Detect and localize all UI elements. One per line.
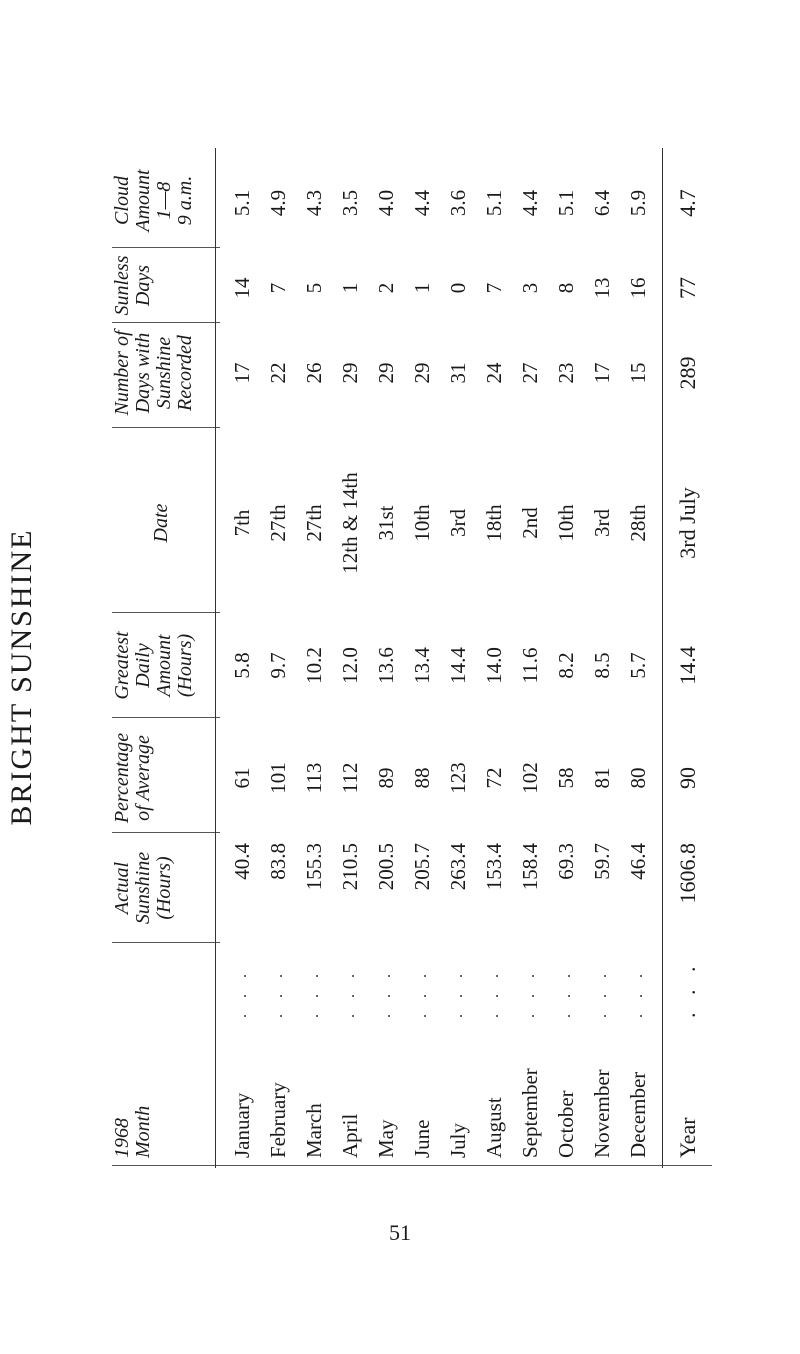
month-cell: June (410, 1119, 434, 1158)
leader-dots: . . . (269, 968, 286, 1018)
percent-cell: 123 (446, 762, 470, 794)
column-rule (112, 612, 220, 613)
sunless-cell: 13 (590, 277, 614, 299)
table-row (368, 148, 404, 1168)
table-row (404, 148, 440, 1168)
header-sunless (112, 248, 210, 323)
greatest-cell: 14.4 (446, 647, 470, 684)
table-row (332, 148, 368, 1168)
cloud-cell: 4.9 (266, 189, 290, 217)
total-rule (662, 148, 663, 1168)
leader-dots: . . . (341, 968, 358, 1018)
sunless-cell: 16 (626, 277, 650, 299)
leader-dots: . . . (485, 968, 502, 1018)
page-title: BRIGHT SUNSHINE (5, 528, 38, 826)
sunless-cell: 7 (266, 282, 290, 294)
header-cloud-line4: 9 a.m. (174, 175, 196, 226)
sunshine-table (112, 148, 712, 1168)
days-with-cell: 23 (554, 362, 578, 384)
header-actual-line3: (Hours) (153, 856, 175, 920)
header-days-with (112, 323, 210, 423)
cloud-cell: 4.3 (302, 189, 326, 217)
leader-dots: . . . (593, 968, 610, 1018)
table-row (224, 148, 260, 1168)
month-cell: April (338, 1113, 362, 1158)
greatest-cell: 11.6 (518, 647, 542, 684)
header-month-line1: 1968 (111, 1118, 133, 1158)
header-sunless-line1: Sunless (111, 255, 133, 316)
actual-cell: 200.5 (374, 843, 398, 891)
header-cloud (112, 158, 210, 243)
cloud-cell: 5.9 (626, 189, 650, 217)
sunless-cell: 14 (230, 277, 254, 299)
date-cell: 3rd (590, 509, 614, 537)
percent-cell: 61 (230, 767, 254, 789)
sunless-cell: 3 (518, 282, 542, 294)
days-with-cell: 29 (410, 362, 434, 384)
percent-cell: 89 (374, 767, 398, 789)
percent-cell: 113 (302, 762, 326, 794)
cloud-cell: 4.4 (518, 189, 542, 217)
month-cell: May (374, 1119, 398, 1158)
column-rule (112, 942, 220, 943)
percent-cell: 102 (518, 762, 542, 794)
column-rule (112, 427, 220, 428)
month-cell: October (554, 1090, 578, 1158)
cloud-cell: 5.1 (230, 189, 254, 217)
leader-dots: . . . (413, 968, 430, 1018)
date-cell: 7th (230, 509, 254, 537)
header-date-line1: Date (149, 503, 172, 543)
actual-cell: 46.4 (626, 843, 650, 880)
header-sunless-line2: Days (132, 264, 154, 307)
actual-cell: 205.7 (410, 843, 434, 891)
leader-dots: . . . (629, 968, 646, 1018)
greatest-cell: 14.0 (482, 647, 506, 684)
header-actual (112, 833, 210, 943)
date-cell: 10th (410, 504, 434, 542)
header-date (112, 438, 210, 608)
cloud-cell: 4.7 (675, 189, 700, 217)
sunless-cell: 7 (482, 282, 506, 294)
sunless-cell: 0 (446, 282, 470, 294)
cloud-cell: 3.6 (446, 189, 470, 217)
actual-cell: 153.4 (482, 843, 506, 891)
date-cell: 3rd (446, 509, 470, 537)
greatest-cell: 8.5 (590, 652, 614, 679)
greatest-cell: 5.7 (626, 652, 650, 679)
percent-cell: 80 (626, 767, 650, 789)
actual-cell: 155.3 (302, 843, 326, 891)
sunless-cell: 5 (302, 282, 326, 294)
days-with-cell: 289 (675, 356, 700, 390)
greatest-cell: 14.4 (675, 646, 700, 685)
greatest-cell: 10.2 (302, 647, 326, 684)
header-month-line2: Month (132, 1105, 154, 1158)
header-cloud-line2: Amount (132, 169, 154, 232)
header-greatest-line4: (Hours) (174, 633, 196, 698)
greatest-cell: 8.2 (554, 652, 578, 679)
greatest-cell: 12.0 (338, 647, 362, 684)
cloud-cell: 4.4 (410, 189, 434, 217)
header-days-with-line1: Number of (111, 330, 133, 416)
percent-cell: 90 (675, 767, 700, 789)
leader-dots: . . . (449, 968, 466, 1018)
header-percent-line1: Percentage (111, 732, 133, 824)
actual-cell: 69.3 (554, 843, 578, 880)
cloud-cell: 3.5 (338, 189, 362, 217)
header-greatest-line2: Daily (132, 643, 154, 688)
sunless-cell: 2 (374, 282, 398, 294)
table-row (620, 148, 656, 1168)
header-days-with-line2: Days with (132, 332, 154, 414)
actual-cell: 83.8 (266, 843, 290, 880)
month-cell: January (230, 1092, 254, 1158)
month-cell: November (590, 1069, 614, 1158)
actual-cell: 59.7 (590, 843, 614, 880)
date-cell: 18th (482, 504, 506, 542)
sunless-cell: 8 (554, 282, 578, 294)
percent-cell: 81 (590, 767, 614, 789)
percent-cell: 88 (410, 767, 434, 789)
leader-dots: . . . (377, 968, 394, 1018)
header-greatest-line3: Amount (153, 634, 175, 697)
column-rule (112, 322, 220, 323)
date-cell: 12th & 14th (338, 472, 362, 574)
header-days-with-line4: Recorded (174, 335, 196, 411)
month-cell: August (482, 1097, 506, 1158)
month-cell: December (626, 1071, 650, 1158)
table-row (548, 148, 584, 1168)
column-rule (112, 717, 220, 718)
header-greatest-line1: Greatest (111, 631, 133, 700)
header-actual-line2: Sunshine (132, 851, 154, 925)
date-cell: 27th (302, 504, 326, 542)
table-row (440, 148, 476, 1168)
date-cell: 10th (554, 504, 578, 542)
leader-dots: . . . (521, 968, 538, 1018)
table-row (260, 148, 296, 1168)
month-cell: July (446, 1122, 470, 1158)
percent-cell: 72 (482, 767, 506, 789)
header-cloud-line1: Cloud (111, 176, 133, 225)
sunshine-table-rotated (112, 148, 712, 1168)
days-with-cell: 31 (446, 362, 470, 384)
actual-cell: 1606.8 (675, 843, 700, 904)
table-row (476, 148, 512, 1168)
table-row (512, 148, 548, 1168)
table-row (296, 148, 332, 1168)
leader-dots: . . . (305, 968, 322, 1018)
header-actual-line1: Actual (111, 861, 133, 915)
days-with-cell: 17 (590, 362, 614, 384)
cloud-cell: 5.1 (482, 189, 506, 217)
actual-cell: 263.4 (446, 843, 470, 891)
header-percent (112, 723, 210, 833)
cloud-cell: 4.0 (374, 189, 398, 217)
actual-cell: 158.4 (518, 843, 542, 891)
sunless-cell: 1 (410, 282, 434, 294)
table-row (584, 148, 620, 1168)
percent-cell: 58 (554, 767, 578, 789)
month-cell: March (302, 1103, 326, 1158)
year-total-row (670, 148, 706, 1168)
date-cell: 27th (266, 504, 290, 542)
month-cell: September (518, 1068, 542, 1158)
days-with-cell: 15 (626, 362, 650, 384)
column-rule (112, 832, 220, 833)
page-number: 51 (389, 1220, 411, 1245)
percent-cell: 112 (338, 762, 362, 794)
leader-dots: . . . (675, 960, 700, 1018)
header-rule (215, 148, 216, 1168)
days-with-cell: 29 (374, 362, 398, 384)
header-month (112, 1018, 210, 1158)
date-cell: 28th (626, 504, 650, 542)
greatest-cell: 9.7 (266, 652, 290, 679)
header-cloud-line3: 1—8 (153, 181, 175, 220)
leader-dots: . . . (233, 968, 250, 1018)
actual-cell: 210.5 (338, 843, 362, 891)
days-with-cell: 27 (518, 362, 542, 384)
column-rule (112, 247, 220, 248)
date-cell: 31st (374, 505, 398, 541)
leader-dots: . . . (557, 968, 574, 1018)
sunless-cell: 77 (675, 277, 700, 299)
month-cell: February (266, 1082, 290, 1158)
month-cell: Year (675, 1117, 700, 1158)
date-cell: 2nd (518, 507, 542, 539)
greatest-cell: 5.8 (230, 652, 254, 679)
cloud-cell: 5.1 (554, 189, 578, 217)
date-cell: 3rd July (675, 487, 700, 559)
header-percent-line2: of Average (132, 735, 154, 821)
percent-cell: 101 (266, 762, 290, 794)
days-with-cell: 29 (338, 362, 362, 384)
sunless-cell: 1 (338, 282, 362, 294)
actual-cell: 40.4 (230, 843, 254, 880)
greatest-cell: 13.4 (410, 647, 434, 684)
header-greatest (112, 613, 210, 718)
cloud-cell: 6.4 (590, 189, 614, 217)
greatest-cell: 13.6 (374, 647, 398, 684)
days-with-cell: 22 (266, 362, 290, 384)
days-with-cell: 26 (302, 362, 326, 384)
header-days-with-line3: Sunshine (153, 336, 175, 410)
days-with-cell: 17 (230, 362, 254, 384)
days-with-cell: 24 (482, 362, 506, 384)
